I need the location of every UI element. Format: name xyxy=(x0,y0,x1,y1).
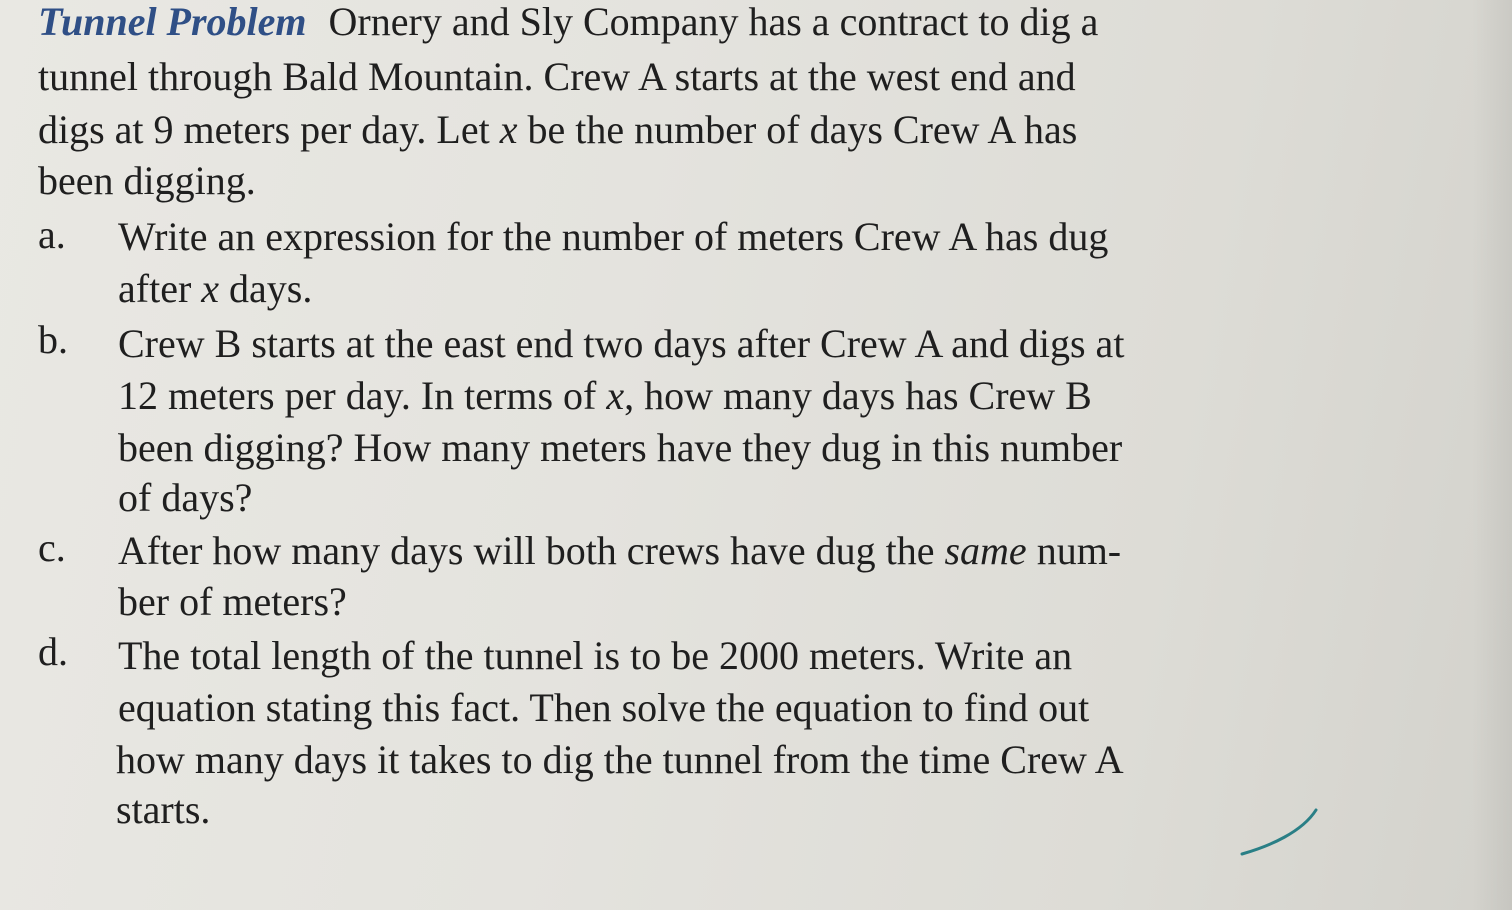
part-c-line-1-text: After how many days will both crews have dug the same num- xyxy=(118,528,1122,573)
intro-text-1: Ornery and Sly Company has a contract to dig a xyxy=(328,0,1099,44)
part-b-line-1: Crew B starts at the east end two days after Crew A and digs at xyxy=(118,321,1125,366)
intro-line-2: tunnel through Bald Mountain. Crew A starts at the west end and xyxy=(38,54,1076,99)
part-c-label: c. xyxy=(38,525,66,570)
part-a-line-1: Write an expression for the number of meters Crew A has dug xyxy=(118,214,1109,259)
part-d-line-4: starts. xyxy=(116,787,211,832)
part-d-line-3: how many days it takes to dig the tunnel from the time Crew A xyxy=(116,737,1124,782)
intro-line-4: been digging. xyxy=(38,158,256,203)
part-d-line-1: The total length of the tunnel is to be 2000 meters. Write an xyxy=(118,633,1073,678)
part-d-line-2: equation stating this fact. Then solve the equation to find out xyxy=(118,685,1090,730)
part-b-label: b. xyxy=(38,317,68,362)
part-c-line-1 xyxy=(118,527,1121,575)
part-b-line-2: 12 meters per day. In terms of x, how many days has Crew B xyxy=(118,373,1092,418)
part-b-line-4: of days? xyxy=(118,475,253,520)
pen-underline-mark xyxy=(1230,770,1350,870)
part-a-line-2: after x days. xyxy=(118,266,313,311)
intro-line-3: digs at 9 meters per day. Let x be the number of days Crew A has xyxy=(38,107,1078,152)
part-c-line-2: ber of meters? xyxy=(118,579,347,624)
part-d-label: d. xyxy=(38,629,68,674)
part-a-label: a. xyxy=(38,212,66,257)
problem-title: Tunnel Problem xyxy=(38,0,307,44)
part-b-line-3: been digging? How many meters have they dug in this number xyxy=(118,425,1123,470)
intro-line-1 xyxy=(38,0,1098,46)
